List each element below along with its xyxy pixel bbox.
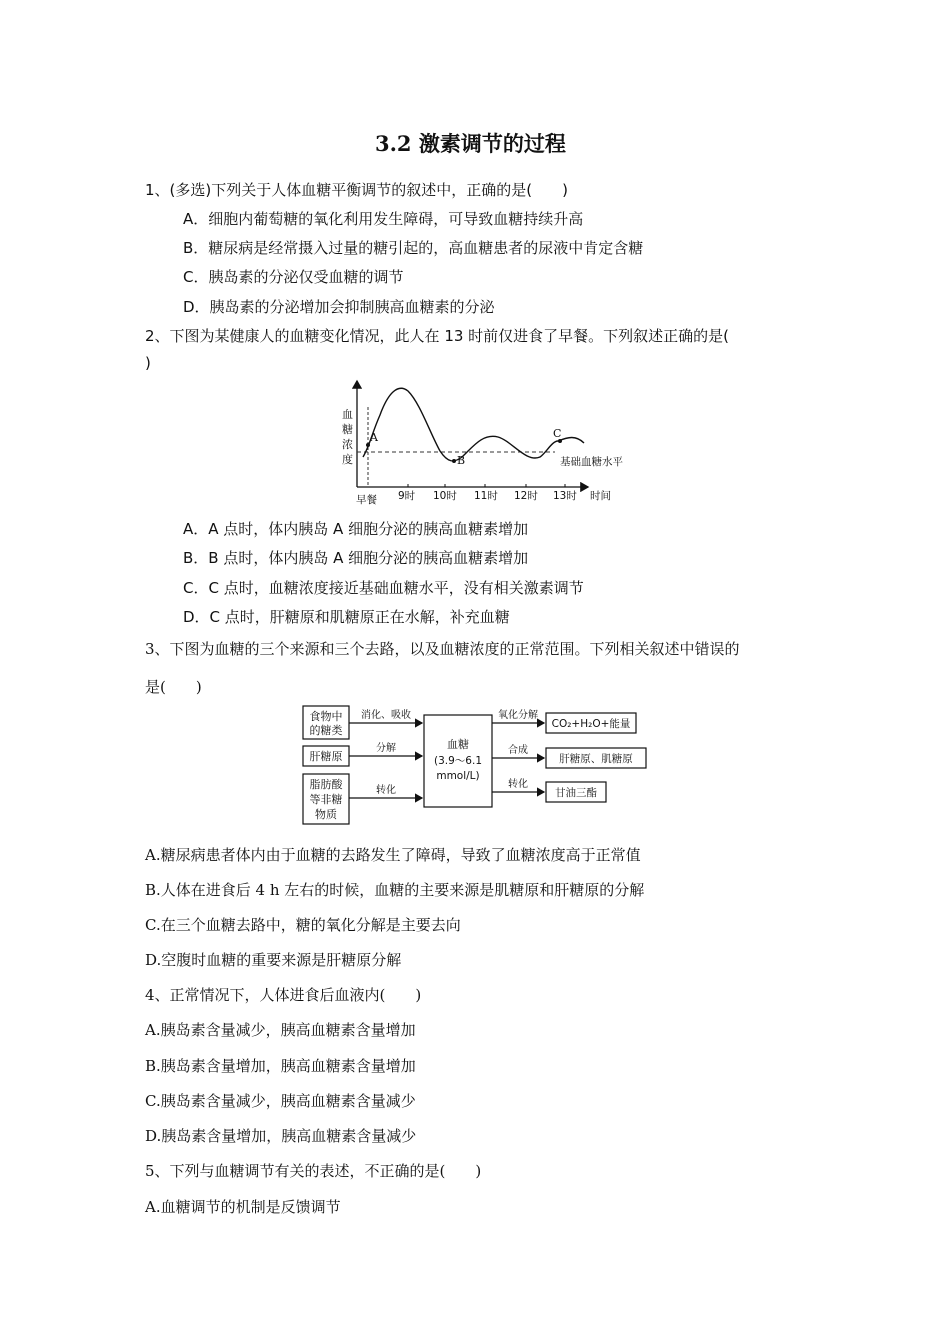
x-axis-label-time: 时间 <box>590 490 611 502</box>
question-2-option-a: A．A 点时，体内胰岛 A 细胞分泌的胰高血糖素增加 <box>183 520 529 538</box>
question-2-stem-line-1: 2、下图为某健康人的血糖变化情况，此人在 13 时前仅进食了早餐。下列叙述正确的是( <box>145 327 730 345</box>
question-4-option-d: D.胰岛素含量增加，胰高血糖素含量减少 <box>145 1127 417 1145</box>
arrow-label-oxidize: 氧化分解 <box>498 710 538 721</box>
center-label-line-1: 血糖 <box>447 738 469 751</box>
page-title: 3.2 激素调节的过程 <box>375 131 566 156</box>
question-4-option-a: A.胰岛素含量减少，胰高血糖素含量增加 <box>145 1021 416 1039</box>
arrow-label-decompose: 分解 <box>376 743 396 754</box>
arrow-label-synthesize: 合成 <box>508 745 528 756</box>
point-c-label: C <box>553 427 562 440</box>
question-1-option-b: B．糖尿病是经常摄入过量的糖引起的，高血糖患者的尿液中肯定含糖 <box>183 239 644 257</box>
question-1-option-d: D．胰岛素的分泌增加会抑制胰高血糖素的分泌 <box>183 298 495 316</box>
question-3-option-a: A.糖尿病患者体内由于血糖的去路发生了障碍，导致了血糖浓度高于正常值 <box>145 846 641 864</box>
y-axis-label-char-2: 糖 <box>342 423 353 436</box>
question-3-stem-line-1: 3、下图为血糖的三个来源和三个去路，以及血糖浓度的正常范围。下列相关叙述中错误的 <box>145 640 740 658</box>
point-a-label: A <box>370 431 378 444</box>
question-3-option-d: D.空腹时血糖的重要来源是肝糖原分解 <box>145 951 402 969</box>
center-label-line-3: mmol/L) <box>436 770 480 782</box>
source-non-sugar-line-1: 脂肪酸 <box>309 778 343 791</box>
source-non-sugar-line-3: 物质 <box>315 808 337 821</box>
arrow-label-convert-out: 转化 <box>508 779 528 790</box>
question-4-stem: 4、正常情况下，人体进食后血液内( ) <box>145 986 422 1004</box>
question-2-option-c: C．C 点时，血糖浓度接近基础血糖水平，没有相关激素调节 <box>183 579 584 597</box>
arrow-label-digest-absorb: 消化、吸收 <box>361 710 411 721</box>
x-tick-label-12: 12时 <box>514 490 538 502</box>
question-3-option-b: B.人体在进食后 4 h 左右的时候，血糖的主要来源是肌糖原和肝糖原的分解 <box>145 881 645 899</box>
question-4-option-c: C.胰岛素含量减少，胰高血糖素含量减少 <box>145 1092 416 1110</box>
question-1-option-c: C．胰岛素的分泌仅受血糖的调节 <box>183 268 404 286</box>
x-tick-label-13: 13时 <box>553 490 577 502</box>
question-1-option-a: A．细胞内葡萄糖的氧化利用发生障碍，可导致血糖持续升高 <box>183 210 584 228</box>
point-b-marker <box>452 459 456 463</box>
y-axis-label-char-1: 血 <box>342 408 353 421</box>
question-5-option-a: A.血糖调节的机制是反馈调节 <box>145 1198 341 1216</box>
point-b-label: B <box>457 454 466 467</box>
sink-triglyceride: 甘油三酯 <box>555 787 597 799</box>
source-liver-glycogen: 肝糖原 <box>309 750 343 763</box>
y-axis-label-char-3: 浓 <box>342 438 353 451</box>
question-3-option-c: C.在三个血糖去路中，糖的氧化分解是主要去向 <box>145 916 461 934</box>
sink-energy: CO₂+H₂O+能量 <box>551 718 631 730</box>
x-tick-label-9: 9时 <box>398 490 416 502</box>
blood-sugar-flow-diagram <box>300 703 650 828</box>
x-tick-label-breakfast: 早餐 <box>356 494 377 506</box>
arrow-label-convert-in: 转化 <box>376 785 396 796</box>
question-2-option-d: D．C 点时，肝糖原和肌糖原正在水解，补充血糖 <box>183 608 510 626</box>
baseline-label: 基础血糖水平 <box>560 456 623 468</box>
center-label-line-2: (3.9～6.1 <box>434 755 482 767</box>
x-tick-label-11: 11时 <box>474 490 498 502</box>
glucose-curve-line <box>363 388 584 461</box>
question-2-option-b: B．B 点时，体内胰岛 A 细胞分泌的胰高血糖素增加 <box>183 549 529 567</box>
sink-glycogen: 肝糖原、肌糖原 <box>559 753 633 765</box>
question-2-stem-line-2: ) <box>145 354 151 372</box>
question-5-stem: 5、下列与血糖调节有关的表述，不正确的是( ) <box>145 1162 482 1180</box>
source-food-line-1: 食物中 <box>309 710 343 723</box>
question-4-option-b: B.胰岛素含量增加，胰高血糖素含量增加 <box>145 1057 416 1075</box>
question-3-stem-line-2: 是( ) <box>145 678 202 696</box>
x-tick-label-10: 10时 <box>433 490 457 502</box>
blood-glucose-curve-figure <box>330 375 630 510</box>
question-1-stem: 1、(多选)下列关于人体血糖平衡调节的叙述中，正确的是( ) <box>145 181 568 199</box>
source-food-line-2: 的糖类 <box>309 724 343 737</box>
y-axis-label-char-4: 度 <box>342 453 353 466</box>
source-non-sugar-line-2: 等非糖 <box>309 793 343 806</box>
